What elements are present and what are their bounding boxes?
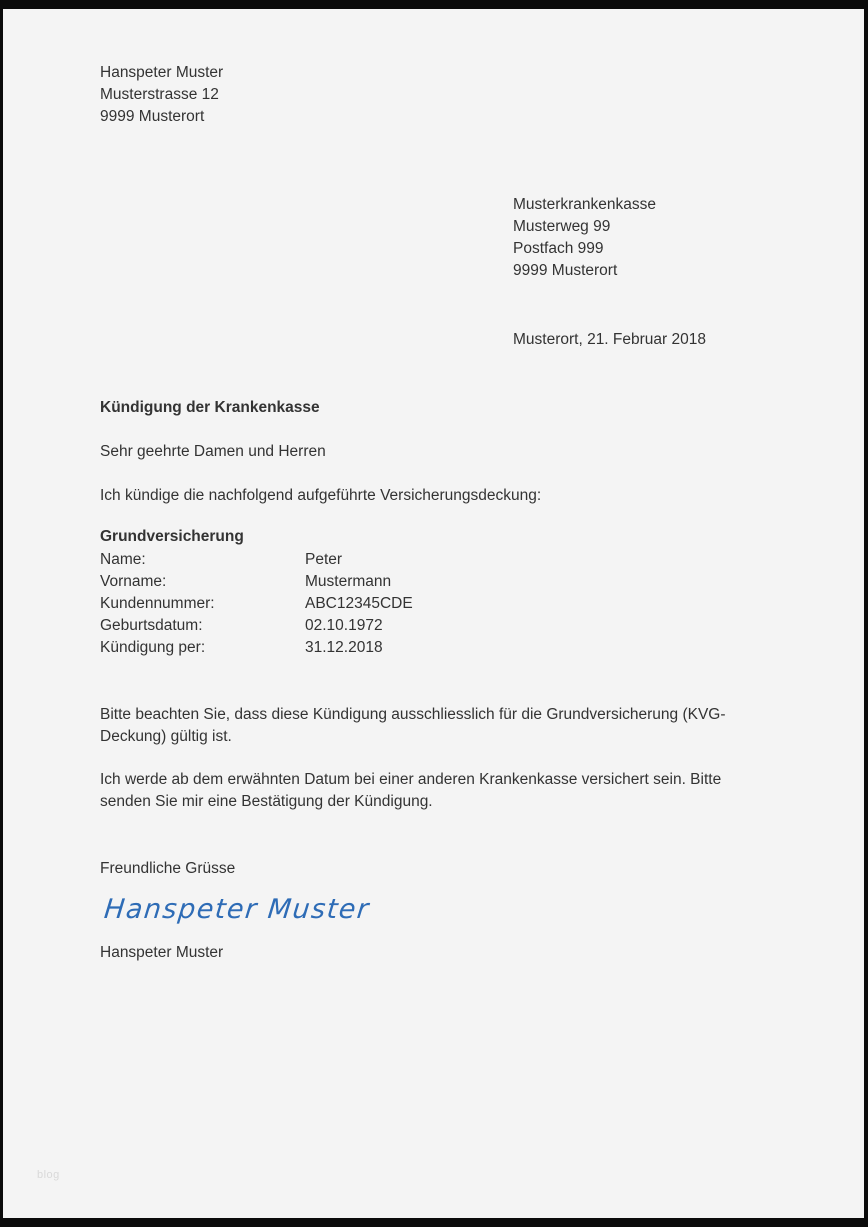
policy-details-block xyxy=(100,526,413,659)
policy-value: 31.12.2018 xyxy=(305,639,383,656)
policy-label: Kundennummer: xyxy=(100,595,215,612)
place-and-date: Musterort, 21. Februar 2018 xyxy=(513,331,706,348)
policy-label: Geburtsdatum: xyxy=(100,617,203,634)
sender-address-block xyxy=(100,62,223,128)
policy-row-name xyxy=(100,549,413,571)
policy-title: Grundversicherung xyxy=(100,528,244,545)
policy-row-kundennummer xyxy=(100,593,413,615)
watermark-text: blog xyxy=(37,1169,60,1181)
intro-sentence: Ich kündige die nachfolgend aufgeführte Versicherungsdeckung: xyxy=(100,487,542,504)
subject-line: Kündigung der Krankenkasse xyxy=(100,399,320,416)
recipient-address-block xyxy=(513,194,656,282)
policy-label: Vorname: xyxy=(100,573,167,590)
policy-value: 02.10.1972 xyxy=(305,617,383,634)
signature-typed-name: Hanspeter Muster xyxy=(100,944,224,961)
recipient-pobox: Postfach 999 xyxy=(513,240,604,257)
policy-value: Mustermann xyxy=(305,573,392,590)
body-paragraph-2: Ich werde ab dem erwähnten Datum bei einer anderen Krankenkasse versichert sein. Bitte senden Sie mir eine Bestätigung der Kündigung. xyxy=(100,771,722,810)
recipient-street: Musterweg 99 xyxy=(513,218,611,235)
closing-phrase: Freundliche Grüsse xyxy=(100,860,236,877)
policy-row-vorname xyxy=(100,571,413,593)
policy-label: Name: xyxy=(100,551,146,568)
recipient-city: 9999 Musterort xyxy=(513,262,618,279)
policy-row-kuendigung-per xyxy=(100,637,413,659)
recipient-name: Musterkrankenkasse xyxy=(513,196,657,213)
body-paragraph-1: Bitte beachten Sie, dass diese Kündigung ausschliesslich für die Grundversicherung (KVG-Deckung) gültig ist. xyxy=(100,706,726,745)
policy-row-geburtsdatum xyxy=(100,615,413,637)
handwritten-signature: Hanspeter Muster xyxy=(102,894,372,925)
policy-value: ABC12345CDE xyxy=(305,595,413,612)
sender-street: Musterstrasse 12 xyxy=(100,86,219,103)
policy-label: Kündigung per: xyxy=(100,639,206,656)
policy-value: Peter xyxy=(305,551,343,568)
sender-city: 9999 Musterort xyxy=(100,108,205,125)
sender-name: Hanspeter Muster xyxy=(100,64,224,81)
salutation: Sehr geehrte Damen und Herren xyxy=(100,443,326,460)
